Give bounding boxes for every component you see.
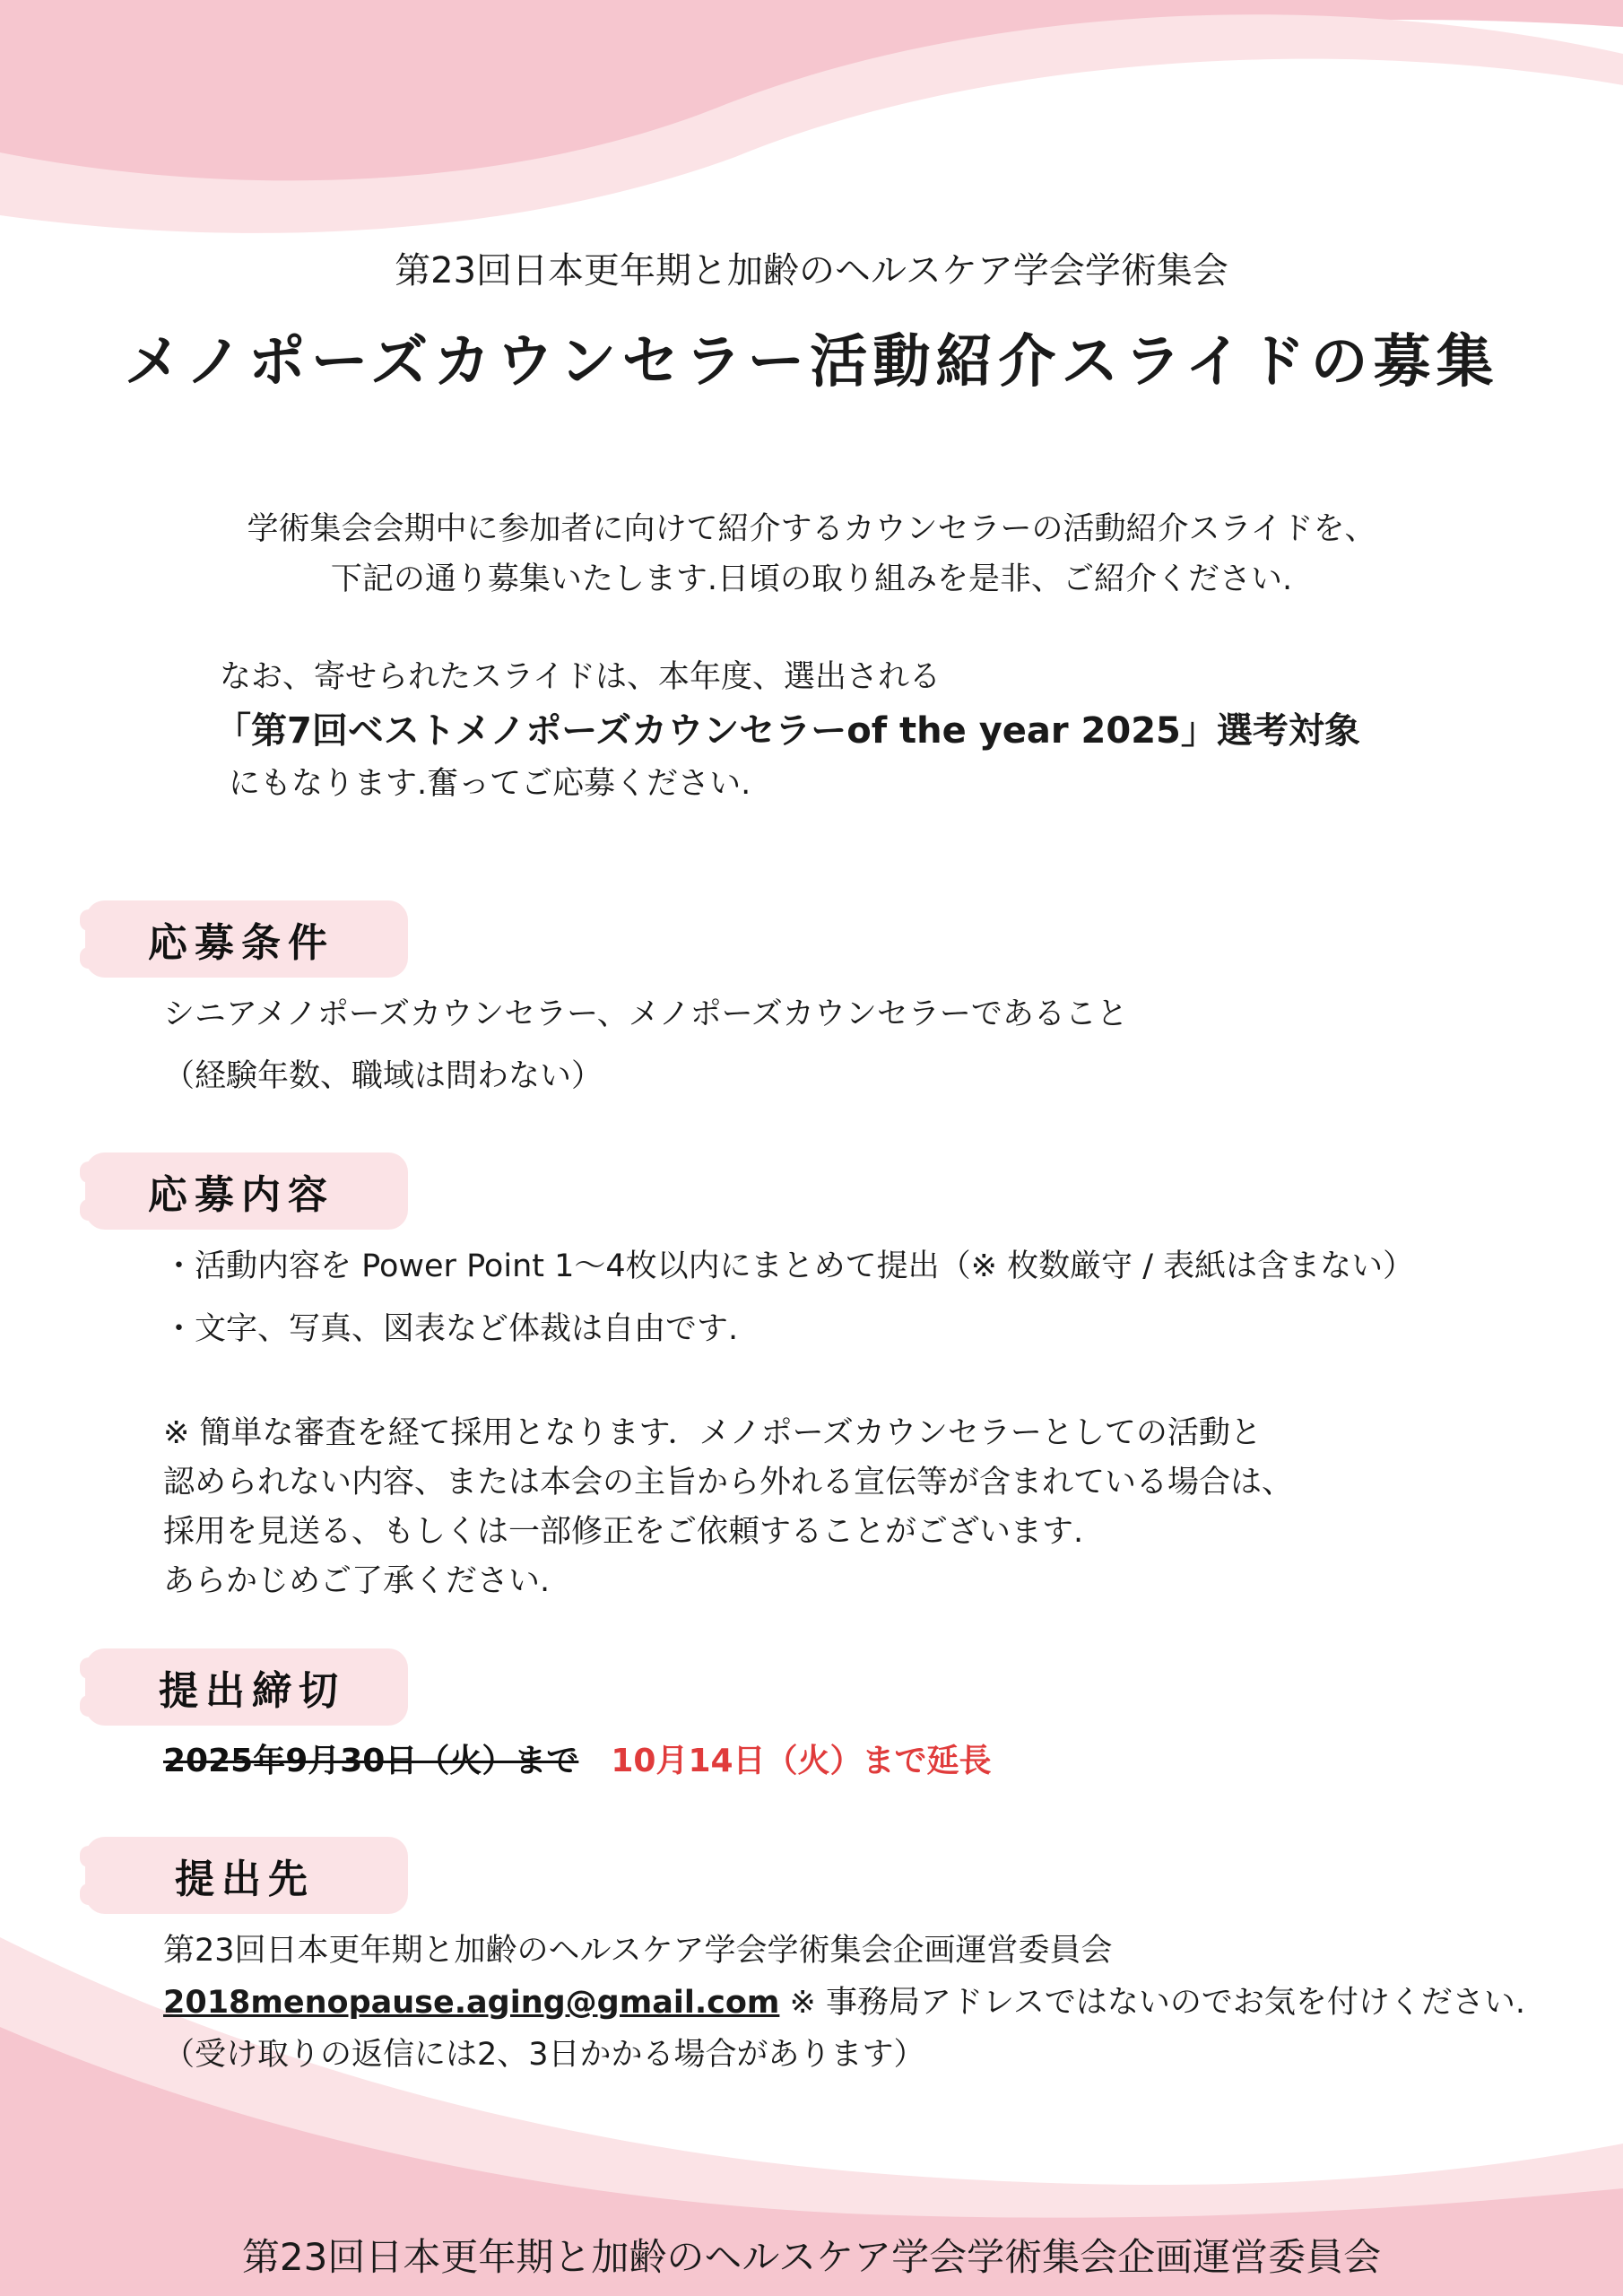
submit-email-line xyxy=(163,1978,1525,2022)
content-bullet-2: ・文字、写真、図表など体裁は自由です. xyxy=(163,1311,739,1347)
section-tag-submit-to: 提出先 xyxy=(85,1837,408,1914)
conditions-line-2: （経験年数、職域は問わない） xyxy=(163,1058,603,1094)
intro-line-2: 下記の通り募集いたします.日頃の取り組みを是非、ご紹介ください. xyxy=(330,561,1293,597)
award-name: 「第7回ベストメノポーズカウンセラーof the year 2025」選考対象 xyxy=(215,710,1360,752)
deadline-line xyxy=(163,1735,992,1781)
content-remark-2: 認められない内容、または本会の主旨から外れる宣伝等が含まれている場合は、 xyxy=(163,1465,1294,1500)
footer-organizer: 第23回日本更年期と加齢のヘルスケア学会学術集会企画運営委員会 xyxy=(241,2235,1382,2279)
content-remark-3: 採用を見送る、もしくは一部修正をご依頼することがございます. xyxy=(163,1514,1084,1550)
section-tag-deadline: 提出締切 xyxy=(85,1648,408,1726)
top-wave-decoration xyxy=(0,0,1623,251)
submit-email-note: ※ 事務局アドレスではないのでお気を付けください. xyxy=(789,1985,1526,2021)
submit-email-link[interactable]: 2018menopause.aging@gmail.com xyxy=(163,1985,780,2021)
note-line-3: にもなります.奮ってご応募ください. xyxy=(229,766,751,802)
content-remark-4: あらかじめご了承ください. xyxy=(163,1563,551,1599)
intro-line-1: 学術集会会期中に参加者に向けて紹介するカウンセラーの活動紹介スライドを、 xyxy=(247,511,1376,547)
page-title: メノポーズカウンセラー活動紹介スライドの募集 xyxy=(124,329,1499,396)
conference-name: 第23回日本更年期と加齢のヘルスケア学会学術集会 xyxy=(395,250,1228,291)
section-tag-conditions: 応募条件 xyxy=(85,900,408,978)
deadline-new-date: 10月14日（火）まで延長 xyxy=(611,1743,992,1779)
content-remark-1: ※ 簡単な審査を経て採用となります．メノポーズカウンセラーとしての活動と xyxy=(163,1415,1262,1451)
submit-committee: 第23回日本更年期と加齢のヘルスケア学会学術集会企画運営委員会 xyxy=(163,1933,1113,1969)
content-bullet-1: ・活動内容を Power Point 1〜4枚以内にまとめて提出（※ 枚数厳守 / 表紙は含まない） xyxy=(163,1248,1415,1284)
section-tag-content: 応募内容 xyxy=(85,1152,408,1230)
conditions-line-1: シニアメノポーズカウンセラー、メノポーズカウンセラーであること xyxy=(163,996,1128,1032)
submit-reply-note: （受け取りの返信には2、3日かかる場合があります） xyxy=(163,2037,925,2073)
deadline-old-date: 2025年9月30日（火）まで xyxy=(163,1743,579,1779)
note-line-1: なお、寄せられたスライドは、本年度、選出される xyxy=(220,659,941,695)
